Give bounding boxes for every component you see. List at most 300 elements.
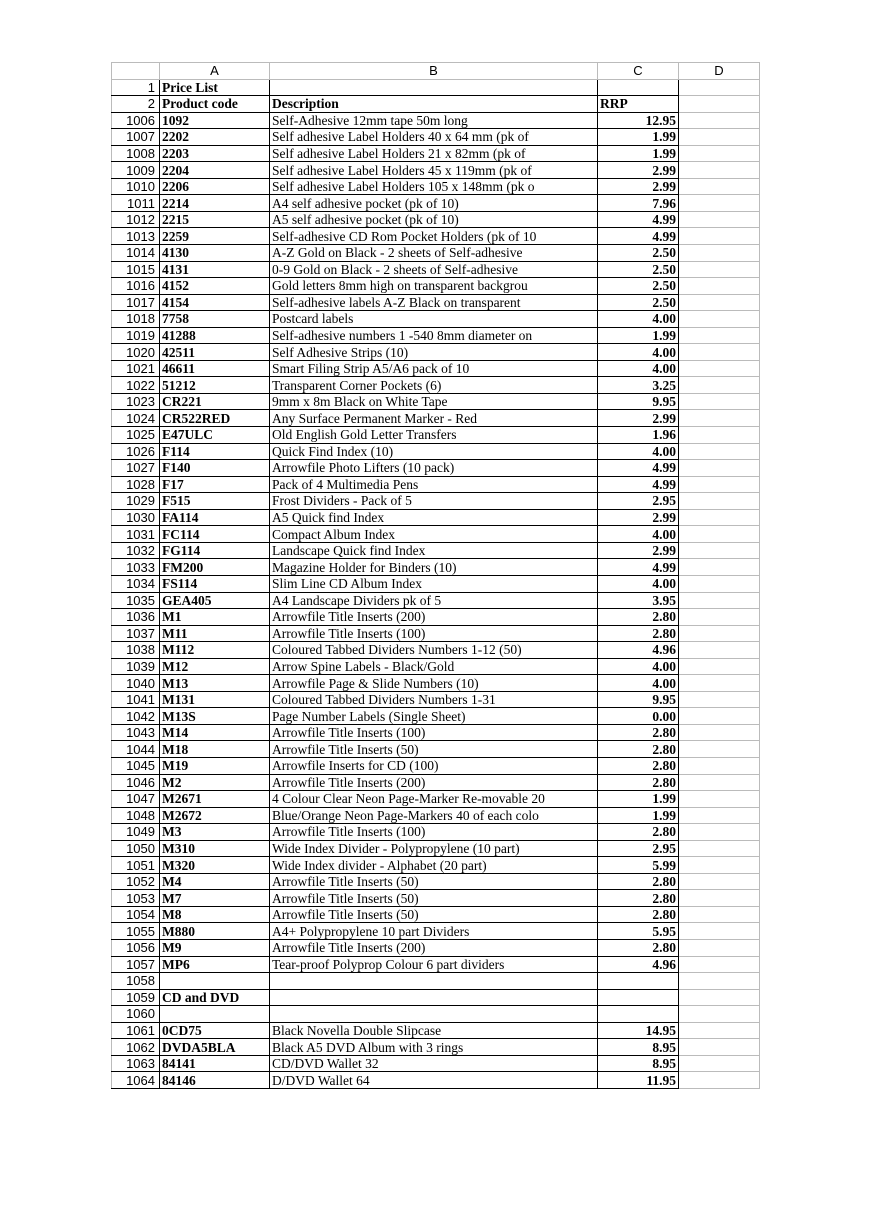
rrp-cell[interactable] xyxy=(598,973,679,990)
description-cell[interactable]: A5 self adhesive pocket (pk of 10) xyxy=(270,211,598,228)
product-code-cell[interactable]: 4130 xyxy=(160,245,270,262)
row-number[interactable]: 1024 xyxy=(112,410,160,427)
column-d-cell[interactable] xyxy=(679,939,760,956)
rrp-cell[interactable]: 5.99 xyxy=(598,857,679,874)
rrp-cell[interactable] xyxy=(598,79,679,96)
product-code-cell[interactable] xyxy=(160,1006,270,1023)
column-d-cell[interactable] xyxy=(679,890,760,907)
description-cell[interactable]: Blue/Orange Neon Page-Markers 40 of each colo xyxy=(270,807,598,824)
product-code-cell[interactable]: M13S xyxy=(160,708,270,725)
rrp-cell[interactable]: 2.99 xyxy=(598,410,679,427)
rrp-cell[interactable]: RRP xyxy=(598,96,679,113)
product-code-cell[interactable]: DVDA5BLA xyxy=(160,1039,270,1056)
rrp-cell[interactable]: 4.96 xyxy=(598,642,679,659)
column-d-cell[interactable] xyxy=(679,427,760,444)
product-code-cell[interactable]: 2206 xyxy=(160,178,270,195)
row-number[interactable]: 1032 xyxy=(112,542,160,559)
description-cell[interactable] xyxy=(270,79,598,96)
product-code-cell[interactable]: FS114 xyxy=(160,575,270,592)
product-code-cell[interactable]: M14 xyxy=(160,724,270,741)
product-code-cell[interactable]: M320 xyxy=(160,857,270,874)
description-cell[interactable]: Arrowfile Title Inserts (100) xyxy=(270,625,598,642)
column-d-cell[interactable] xyxy=(679,360,760,377)
description-cell[interactable] xyxy=(270,973,598,990)
rrp-cell[interactable]: 4.00 xyxy=(598,360,679,377)
row-number[interactable]: 1020 xyxy=(112,344,160,361)
product-code-cell[interactable]: 2203 xyxy=(160,145,270,162)
rrp-cell[interactable]: 2.80 xyxy=(598,724,679,741)
column-d-cell[interactable] xyxy=(679,575,760,592)
column-d-cell[interactable] xyxy=(679,923,760,940)
row-number[interactable]: 1015 xyxy=(112,261,160,278)
product-code-cell[interactable]: M7 xyxy=(160,890,270,907)
rrp-cell[interactable]: 4.99 xyxy=(598,211,679,228)
rrp-cell[interactable]: 4.00 xyxy=(598,675,679,692)
rrp-cell[interactable]: 8.95 xyxy=(598,1055,679,1072)
row-number[interactable]: 1052 xyxy=(112,873,160,890)
row-number[interactable]: 1043 xyxy=(112,724,160,741)
product-code-cell[interactable]: 42511 xyxy=(160,344,270,361)
row-number[interactable]: 1027 xyxy=(112,460,160,477)
row-number[interactable]: 1041 xyxy=(112,691,160,708)
rrp-cell[interactable]: 9.95 xyxy=(598,393,679,410)
description-cell[interactable]: Quick Find Index (10) xyxy=(270,443,598,460)
product-code-cell[interactable]: M2671 xyxy=(160,791,270,808)
product-code-cell[interactable]: MP6 xyxy=(160,956,270,973)
product-code-cell[interactable]: M2 xyxy=(160,774,270,791)
column-d-cell[interactable] xyxy=(679,559,760,576)
column-d-cell[interactable] xyxy=(679,1072,760,1089)
description-cell[interactable]: Self-Adhesive 12mm tape 50m long xyxy=(270,112,598,129)
row-number[interactable]: 1013 xyxy=(112,228,160,245)
column-d-cell[interactable] xyxy=(679,642,760,659)
row-number[interactable]: 1010 xyxy=(112,178,160,195)
row-number[interactable]: 1009 xyxy=(112,162,160,179)
column-d-cell[interactable] xyxy=(679,956,760,973)
row-number[interactable]: 1064 xyxy=(112,1072,160,1089)
product-code-cell[interactable]: CR221 xyxy=(160,393,270,410)
description-cell[interactable]: D/DVD Wallet 64 xyxy=(270,1072,598,1089)
column-d-cell[interactable] xyxy=(679,1022,760,1039)
row-number[interactable]: 1011 xyxy=(112,195,160,212)
row-number[interactable]: 1061 xyxy=(112,1022,160,1039)
column-d-cell[interactable] xyxy=(679,1039,760,1056)
description-cell[interactable] xyxy=(270,989,598,1006)
product-code-cell[interactable]: FC114 xyxy=(160,526,270,543)
column-d-cell[interactable] xyxy=(679,311,760,328)
row-number[interactable]: 1012 xyxy=(112,211,160,228)
product-code-cell[interactable]: 84141 xyxy=(160,1055,270,1072)
rrp-cell[interactable]: 14.95 xyxy=(598,1022,679,1039)
rrp-cell[interactable]: 2.99 xyxy=(598,542,679,559)
product-code-cell[interactable]: F17 xyxy=(160,476,270,493)
product-code-cell[interactable]: 1092 xyxy=(160,112,270,129)
row-number[interactable]: 1045 xyxy=(112,757,160,774)
column-d-cell[interactable] xyxy=(679,393,760,410)
product-code-cell[interactable]: M13 xyxy=(160,675,270,692)
row-number[interactable]: 1006 xyxy=(112,112,160,129)
row-number[interactable]: 1021 xyxy=(112,360,160,377)
product-code-cell[interactable]: F515 xyxy=(160,493,270,510)
rrp-cell[interactable]: 2.80 xyxy=(598,757,679,774)
row-number[interactable]: 1049 xyxy=(112,824,160,841)
description-cell[interactable]: Wide Index Divider - Polypropylene (10 part) xyxy=(270,840,598,857)
rrp-cell[interactable]: 2.80 xyxy=(598,774,679,791)
rrp-cell[interactable]: 2.99 xyxy=(598,178,679,195)
product-code-cell[interactable]: CD and DVD xyxy=(160,989,270,1006)
description-cell[interactable]: Coloured Tabbed Dividers Numbers 1-12 (50) xyxy=(270,642,598,659)
description-cell[interactable]: Postcard labels xyxy=(270,311,598,328)
column-d-cell[interactable] xyxy=(679,261,760,278)
row-number[interactable]: 1053 xyxy=(112,890,160,907)
row-number[interactable]: 1058 xyxy=(112,973,160,990)
column-d-cell[interactable] xyxy=(679,377,760,394)
row-number[interactable]: 1057 xyxy=(112,956,160,973)
row-number[interactable]: 1022 xyxy=(112,377,160,394)
product-code-cell[interactable]: GEA405 xyxy=(160,592,270,609)
description-cell[interactable]: Landscape Quick find Index xyxy=(270,542,598,559)
rrp-cell[interactable]: 1.99 xyxy=(598,807,679,824)
column-d-cell[interactable] xyxy=(679,211,760,228)
description-cell[interactable]: Frost Dividers - Pack of 5 xyxy=(270,493,598,510)
row-number[interactable]: 1039 xyxy=(112,658,160,675)
rrp-cell[interactable]: 4.99 xyxy=(598,476,679,493)
product-code-cell[interactable]: 2204 xyxy=(160,162,270,179)
product-code-cell[interactable]: Price List xyxy=(160,79,270,96)
column-d-cell[interactable] xyxy=(679,327,760,344)
description-cell[interactable]: Description xyxy=(270,96,598,113)
column-d-cell[interactable] xyxy=(679,162,760,179)
column-d-cell[interactable] xyxy=(679,195,760,212)
column-d-cell[interactable] xyxy=(679,79,760,96)
row-number[interactable]: 1036 xyxy=(112,609,160,626)
row-number[interactable]: 1055 xyxy=(112,923,160,940)
column-d-cell[interactable] xyxy=(679,873,760,890)
column-d-cell[interactable] xyxy=(679,542,760,559)
product-code-cell[interactable]: 2202 xyxy=(160,129,270,146)
row-number[interactable]: 1031 xyxy=(112,526,160,543)
column-d-cell[interactable] xyxy=(679,476,760,493)
rrp-cell[interactable]: 1.99 xyxy=(598,791,679,808)
column-d-cell[interactable] xyxy=(679,857,760,874)
rrp-cell[interactable]: 2.80 xyxy=(598,609,679,626)
rrp-cell[interactable]: 2.80 xyxy=(598,824,679,841)
column-header-b[interactable]: B xyxy=(270,63,598,80)
description-cell[interactable]: Smart Filing Strip A5/A6 pack of 10 xyxy=(270,360,598,377)
column-d-cell[interactable] xyxy=(679,973,760,990)
column-d-cell[interactable] xyxy=(679,129,760,146)
column-d-cell[interactable] xyxy=(679,178,760,195)
description-cell[interactable]: Transparent Corner Pockets (6) xyxy=(270,377,598,394)
row-number[interactable]: 1030 xyxy=(112,509,160,526)
rrp-cell[interactable]: 4.00 xyxy=(598,658,679,675)
product-code-cell[interactable]: 4152 xyxy=(160,278,270,295)
row-number[interactable]: 1035 xyxy=(112,592,160,609)
description-cell[interactable]: Self adhesive Label Holders 21 x 82mm (pk of xyxy=(270,145,598,162)
column-d-cell[interactable] xyxy=(679,708,760,725)
column-d-cell[interactable] xyxy=(679,1006,760,1023)
description-cell[interactable]: Self-adhesive CD Rom Pocket Holders (pk of 10 xyxy=(270,228,598,245)
rrp-cell[interactable]: 1.99 xyxy=(598,129,679,146)
column-d-cell[interactable] xyxy=(679,906,760,923)
column-d-cell[interactable] xyxy=(679,658,760,675)
row-number[interactable]: 1034 xyxy=(112,575,160,592)
rrp-cell[interactable]: 2.50 xyxy=(598,261,679,278)
column-d-cell[interactable] xyxy=(679,989,760,1006)
description-cell[interactable]: Arrowfile Title Inserts (100) xyxy=(270,724,598,741)
column-d-cell[interactable] xyxy=(679,675,760,692)
rrp-cell[interactable]: 2.80 xyxy=(598,873,679,890)
rrp-cell[interactable]: 4.00 xyxy=(598,526,679,543)
description-cell[interactable]: Arrowfile Title Inserts (50) xyxy=(270,890,598,907)
row-number[interactable]: 1037 xyxy=(112,625,160,642)
row-number[interactable]: 1026 xyxy=(112,443,160,460)
product-code-cell[interactable]: Product code xyxy=(160,96,270,113)
rrp-cell[interactable]: 2.95 xyxy=(598,493,679,510)
column-d-cell[interactable] xyxy=(679,1055,760,1072)
product-code-cell[interactable]: CR522RED xyxy=(160,410,270,427)
rrp-cell[interactable]: 4.00 xyxy=(598,443,679,460)
description-cell[interactable]: Self adhesive Label Holders 105 x 148mm (pk o xyxy=(270,178,598,195)
corner-cell[interactable] xyxy=(112,63,160,80)
rrp-cell[interactable]: 4.99 xyxy=(598,228,679,245)
description-cell[interactable]: A4 self adhesive pocket (pk of 10) xyxy=(270,195,598,212)
product-code-cell[interactable]: M12 xyxy=(160,658,270,675)
product-code-cell[interactable]: M112 xyxy=(160,642,270,659)
column-d-cell[interactable] xyxy=(679,724,760,741)
column-d-cell[interactable] xyxy=(679,807,760,824)
description-cell[interactable]: Arrowfile Title Inserts (200) xyxy=(270,774,598,791)
rrp-cell[interactable]: 2.50 xyxy=(598,278,679,295)
description-cell[interactable]: A-Z Gold on Black - 2 sheets of Self-adhesive xyxy=(270,245,598,262)
product-code-cell[interactable]: M4 xyxy=(160,873,270,890)
product-code-cell[interactable]: FG114 xyxy=(160,542,270,559)
row-number[interactable]: 1025 xyxy=(112,427,160,444)
description-cell[interactable]: A5 Quick find Index xyxy=(270,509,598,526)
row-number[interactable]: 1007 xyxy=(112,129,160,146)
column-d-cell[interactable] xyxy=(679,592,760,609)
rrp-cell[interactable]: 2.80 xyxy=(598,741,679,758)
row-number[interactable]: 1028 xyxy=(112,476,160,493)
row-number[interactable]: 1029 xyxy=(112,493,160,510)
rrp-cell[interactable]: 12.95 xyxy=(598,112,679,129)
rrp-cell[interactable]: 2.80 xyxy=(598,890,679,907)
rrp-cell[interactable]: 4.96 xyxy=(598,956,679,973)
description-cell[interactable]: Self Adhesive Strips (10) xyxy=(270,344,598,361)
description-cell[interactable]: Arrowfile Title Inserts (100) xyxy=(270,824,598,841)
description-cell[interactable]: Tear-proof Polyprop Colour 6 part dividers xyxy=(270,956,598,973)
row-number[interactable]: 1046 xyxy=(112,774,160,791)
product-code-cell[interactable]: M18 xyxy=(160,741,270,758)
rrp-cell[interactable]: 2.80 xyxy=(598,625,679,642)
column-header-d[interactable]: D xyxy=(679,63,760,80)
product-code-cell[interactable]: 0CD75 xyxy=(160,1022,270,1039)
description-cell[interactable]: Self-adhesive labels A-Z Black on transparent xyxy=(270,294,598,311)
row-number[interactable]: 1060 xyxy=(112,1006,160,1023)
column-d-cell[interactable] xyxy=(679,460,760,477)
description-cell[interactable]: Coloured Tabbed Dividers Numbers 1-31 xyxy=(270,691,598,708)
product-code-cell[interactable]: FA114 xyxy=(160,509,270,526)
product-code-cell[interactable]: M8 xyxy=(160,906,270,923)
column-d-cell[interactable] xyxy=(679,493,760,510)
description-cell[interactable]: CD/DVD Wallet 32 xyxy=(270,1055,598,1072)
column-d-cell[interactable] xyxy=(679,824,760,841)
product-code-cell[interactable]: M310 xyxy=(160,840,270,857)
description-cell[interactable]: Arrowfile Title Inserts (50) xyxy=(270,873,598,890)
column-d-cell[interactable] xyxy=(679,774,760,791)
product-code-cell[interactable]: M3 xyxy=(160,824,270,841)
description-cell[interactable]: Arrowfile Inserts for CD (100) xyxy=(270,757,598,774)
product-code-cell[interactable]: M11 xyxy=(160,625,270,642)
rrp-cell[interactable]: 2.80 xyxy=(598,906,679,923)
row-number[interactable]: 1051 xyxy=(112,857,160,874)
column-d-cell[interactable] xyxy=(679,112,760,129)
row-number[interactable]: 1059 xyxy=(112,989,160,1006)
row-number[interactable]: 1008 xyxy=(112,145,160,162)
row-number[interactable]: 1033 xyxy=(112,559,160,576)
rrp-cell[interactable]: 1.96 xyxy=(598,427,679,444)
rrp-cell[interactable]: 5.95 xyxy=(598,923,679,940)
row-number[interactable]: 1038 xyxy=(112,642,160,659)
description-cell[interactable]: Arrowfile Photo Lifters (10 pack) xyxy=(270,460,598,477)
row-number[interactable]: 1023 xyxy=(112,393,160,410)
rrp-cell[interactable]: 11.95 xyxy=(598,1072,679,1089)
row-number[interactable]: 1054 xyxy=(112,906,160,923)
rrp-cell[interactable] xyxy=(598,989,679,1006)
description-cell[interactable]: A4+ Polypropylene 10 part Dividers xyxy=(270,923,598,940)
row-number[interactable]: 1047 xyxy=(112,791,160,808)
row-number[interactable]: 1042 xyxy=(112,708,160,725)
description-cell[interactable]: Gold letters 8mm high on transparent backgrou xyxy=(270,278,598,295)
description-cell[interactable]: Arrowfile Title Inserts (50) xyxy=(270,906,598,923)
column-d-cell[interactable] xyxy=(679,509,760,526)
column-header-a[interactable]: A xyxy=(160,63,270,80)
rrp-cell[interactable]: 0.00 xyxy=(598,708,679,725)
row-number[interactable]: 1050 xyxy=(112,840,160,857)
rrp-cell[interactable]: 2.95 xyxy=(598,840,679,857)
description-cell[interactable]: Magazine Holder for Binders (10) xyxy=(270,559,598,576)
description-cell[interactable]: Any Surface Permanent Marker - Red xyxy=(270,410,598,427)
column-d-cell[interactable] xyxy=(679,245,760,262)
description-cell[interactable]: Arrowfile Title Inserts (50) xyxy=(270,741,598,758)
description-cell[interactable]: Compact Album Index xyxy=(270,526,598,543)
rrp-cell[interactable]: 8.95 xyxy=(598,1039,679,1056)
rrp-cell[interactable]: 4.00 xyxy=(598,311,679,328)
product-code-cell[interactable]: 51212 xyxy=(160,377,270,394)
rrp-cell[interactable]: 2.99 xyxy=(598,509,679,526)
row-number[interactable]: 1048 xyxy=(112,807,160,824)
description-cell[interactable]: Self adhesive Label Holders 40 x 64 mm (pk of xyxy=(270,129,598,146)
rrp-cell[interactable]: 2.50 xyxy=(598,294,679,311)
column-d-cell[interactable] xyxy=(679,443,760,460)
rrp-cell[interactable]: 7.96 xyxy=(598,195,679,212)
product-code-cell[interactable]: M19 xyxy=(160,757,270,774)
product-code-cell[interactable]: M9 xyxy=(160,939,270,956)
description-cell[interactable]: 0-9 Gold on Black - 2 sheets of Self-adhesive xyxy=(270,261,598,278)
description-cell[interactable]: Arrowfile Title Inserts (200) xyxy=(270,939,598,956)
column-d-cell[interactable] xyxy=(679,344,760,361)
rrp-cell[interactable] xyxy=(598,1006,679,1023)
product-code-cell[interactable]: 4154 xyxy=(160,294,270,311)
row-number[interactable]: 2 xyxy=(112,96,160,113)
product-code-cell[interactable]: 7758 xyxy=(160,311,270,328)
description-cell[interactable]: Wide Index divider - Alphabet (20 part) xyxy=(270,857,598,874)
rrp-cell[interactable]: 3.95 xyxy=(598,592,679,609)
product-code-cell[interactable]: 84146 xyxy=(160,1072,270,1089)
description-cell[interactable]: Arrowfile Page & Slide Numbers (10) xyxy=(270,675,598,692)
description-cell[interactable]: Arrowfile Title Inserts (200) xyxy=(270,609,598,626)
row-number[interactable]: 1016 xyxy=(112,278,160,295)
description-cell[interactable]: Black A5 DVD Album with 3 rings xyxy=(270,1039,598,1056)
product-code-cell[interactable]: FM200 xyxy=(160,559,270,576)
row-number[interactable]: 1056 xyxy=(112,939,160,956)
description-cell[interactable]: A4 Landscape Dividers pk of 5 xyxy=(270,592,598,609)
description-cell[interactable]: Self adhesive Label Holders 45 x 119mm (pk of xyxy=(270,162,598,179)
description-cell[interactable]: Page Number Labels (Single Sheet) xyxy=(270,708,598,725)
column-d-cell[interactable] xyxy=(679,691,760,708)
rrp-cell[interactable]: 9.95 xyxy=(598,691,679,708)
product-code-cell[interactable] xyxy=(160,973,270,990)
product-code-cell[interactable]: 2215 xyxy=(160,211,270,228)
product-code-cell[interactable]: 41288 xyxy=(160,327,270,344)
row-number[interactable]: 1014 xyxy=(112,245,160,262)
description-cell[interactable]: Slim Line CD Album Index xyxy=(270,575,598,592)
rrp-cell[interactable]: 3.25 xyxy=(598,377,679,394)
row-number[interactable]: 1063 xyxy=(112,1055,160,1072)
product-code-cell[interactable]: 2214 xyxy=(160,195,270,212)
row-number[interactable]: 1062 xyxy=(112,1039,160,1056)
product-code-cell[interactable]: F140 xyxy=(160,460,270,477)
description-cell[interactable] xyxy=(270,1006,598,1023)
product-code-cell[interactable]: M2672 xyxy=(160,807,270,824)
rrp-cell[interactable]: 2.50 xyxy=(598,245,679,262)
product-code-cell[interactable]: F114 xyxy=(160,443,270,460)
column-d-cell[interactable] xyxy=(679,278,760,295)
rrp-cell[interactable]: 4.99 xyxy=(598,559,679,576)
description-cell[interactable]: Black Novella Double Slipcase xyxy=(270,1022,598,1039)
column-d-cell[interactable] xyxy=(679,741,760,758)
rrp-cell[interactable]: 4.99 xyxy=(598,460,679,477)
rrp-cell[interactable]: 1.99 xyxy=(598,327,679,344)
description-cell[interactable]: 4 Colour Clear Neon Page-Marker Re-movable 20 xyxy=(270,791,598,808)
column-d-cell[interactable] xyxy=(679,609,760,626)
column-d-cell[interactable] xyxy=(679,791,760,808)
description-cell[interactable]: Old English Gold Letter Transfers xyxy=(270,427,598,444)
product-code-cell[interactable]: 4131 xyxy=(160,261,270,278)
description-cell[interactable]: 9mm x 8m Black on White Tape xyxy=(270,393,598,410)
description-cell[interactable]: Self-adhesive numbers 1 -540 8mm diameter on xyxy=(270,327,598,344)
product-code-cell[interactable]: M1 xyxy=(160,609,270,626)
column-d-cell[interactable] xyxy=(679,294,760,311)
rrp-cell[interactable]: 1.99 xyxy=(598,145,679,162)
description-cell[interactable]: Arrow Spine Labels - Black/Gold xyxy=(270,658,598,675)
column-d-cell[interactable] xyxy=(679,410,760,427)
row-number[interactable]: 1040 xyxy=(112,675,160,692)
rrp-cell[interactable]: 4.00 xyxy=(598,344,679,361)
product-code-cell[interactable]: 46611 xyxy=(160,360,270,377)
column-d-cell[interactable] xyxy=(679,625,760,642)
product-code-cell[interactable]: M880 xyxy=(160,923,270,940)
row-number[interactable]: 1017 xyxy=(112,294,160,311)
column-d-cell[interactable] xyxy=(679,757,760,774)
rrp-cell[interactable]: 2.80 xyxy=(598,939,679,956)
row-number[interactable]: 1019 xyxy=(112,327,160,344)
column-d-cell[interactable] xyxy=(679,840,760,857)
column-header-c[interactable]: C xyxy=(598,63,679,80)
row-number[interactable]: 1018 xyxy=(112,311,160,328)
description-cell[interactable]: Pack of 4 Multimedia Pens xyxy=(270,476,598,493)
row-number[interactable]: 1044 xyxy=(112,741,160,758)
